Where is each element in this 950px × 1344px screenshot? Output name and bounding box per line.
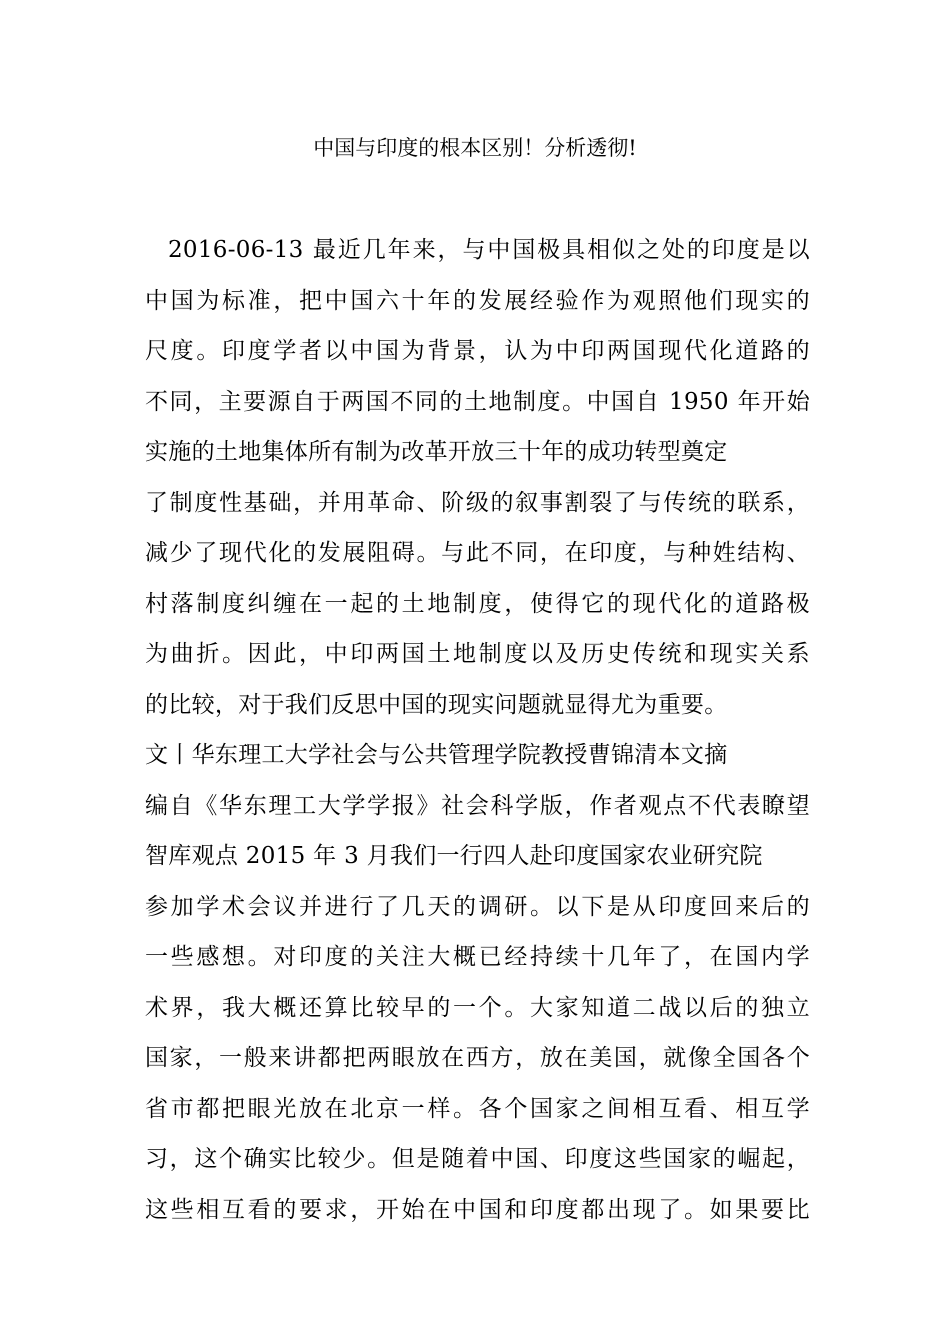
text-line-9: 为曲折。因此，中印两国土地制度以及历史传统和现实关系 (145, 641, 810, 667)
text-line-8: 村落制度纠缠在一起的土地制度，使得它的现代化的道路极 (145, 590, 810, 617)
text-line-18: 省市都把眼光放在北京一样。各个国家之间相互看、相互学 (145, 1095, 810, 1122)
text-line-5: 实施的土地集体所有制为改革开放三十年的成功转型奠定 (145, 439, 728, 465)
text-line-20: 这些相互看的要求，开始在中国和印度都出现了。如果要比 (145, 1196, 810, 1223)
document-body (145, 232, 810, 1242)
text-line-1: 2016-06-13 最近几年来，与中国极具相似之处的印度是以 (168, 237, 810, 263)
document-title: 中国与印度的根本区别！分析透彻! (313, 136, 637, 160)
text-line-19: 习，这个确实比较少。但是随着中国、印度这些国家的崛起， (145, 1146, 810, 1172)
text-line-3: 尺度。印度学者以中国为背景，认为中印两国现代化道路的 (145, 338, 810, 364)
text-line-16: 术界，我大概还算比较早的一个。大家知道二战以后的独立 (145, 994, 810, 1021)
text-line-12: 编自《华东理工大学学报》社会科学版，作者观点不代表瞭望 (145, 792, 810, 819)
text-line-6: 了制度性基础，并用革命、阶级的叙事割裂了与传统的联系， (145, 489, 810, 516)
text-line-13: 智库观点 2015 年 3 月我们一行四人赴印度国家农业研究院 (145, 843, 763, 869)
text-line-10: 的比较，对于我们反思中国的现实问题就显得尤为重要。 (145, 691, 728, 718)
text-line-7: 减少了现代化的发展阻碍。与此不同，在印度，与种姓结构、 (145, 540, 810, 566)
text-line-14: 参加学术会议并进行了几天的调研。以下是从印度回来后的 (145, 893, 810, 920)
text-line-4: 不同，主要源自于两国不同的土地制度。中国自 1950 年开始 (145, 388, 810, 415)
text-line-15: 一些感想。对印度的关注大概已经持续十几年了，在国内学 (145, 944, 810, 970)
text-line-17: 国家，一般来讲都把两眼放在西方，放在美国，就像全国各个 (145, 1045, 810, 1071)
text-line-2: 中国为标准，把中国六十年的发展经验作为观照他们现实的 (145, 287, 810, 314)
text-line-11: 文丨华东理工大学社会与公共管理学院教授曹锦清本文摘 (145, 742, 728, 768)
